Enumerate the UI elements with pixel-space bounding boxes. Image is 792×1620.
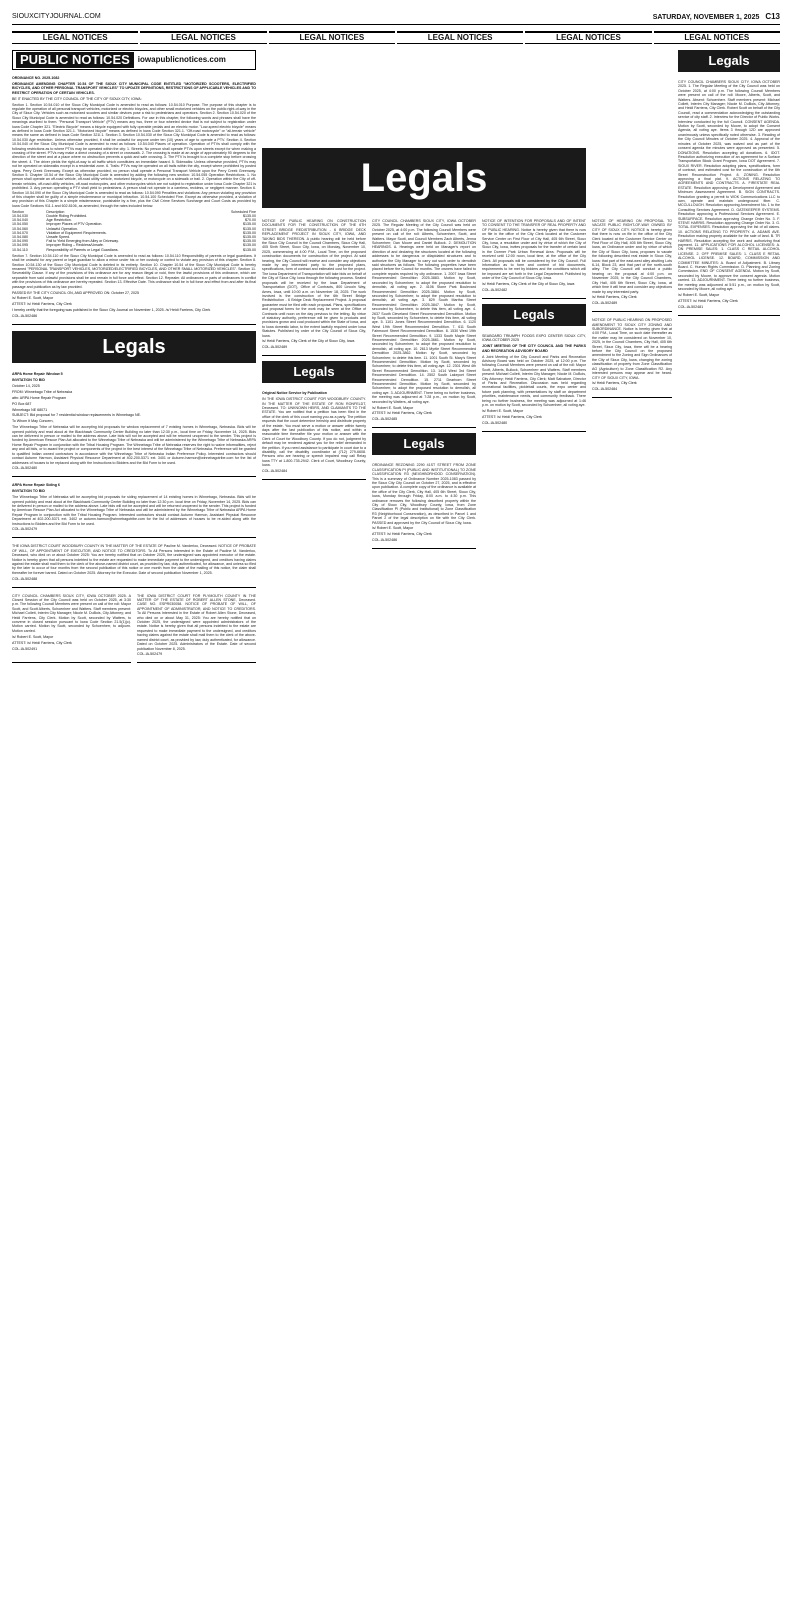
closed-session-notice [12, 591, 131, 664]
schedule-header-description: Description [46, 209, 65, 214]
estate-stone-body: THE IOWA DISTRICT COURT FOR PLYMOUTH COUNTY IN THE MATTER OF THE ESTATE OF ROBERT ALLEN STONE, Deceased. CASE NO. ESPR030058. NOTICE OF PROBATE OF WILL, OF APPOINTMENT OF ADMINISTRATOR, AND NOTICE TO CREDITORS. To All Persons Interested in the Estate of Robert Allen Stone, Deceased, who died on or about May 31, 2025: You are hereby notified that on October 2025, the undersigned were appointed administrators of the estate. Notice is hereby given that all persons indebted to the estate are requested to make immediate payment to the undersigned, and creditors having claims against the estate shall mail them to the clerk of the above-named district court, as provided by law, duly authenticated, for allowance. Dated on October 2025. Administrators of the Estate. Date of second publication November 8, 2025. [137, 593, 256, 651]
schedule-fine: $135.00 [243, 239, 256, 244]
ordinance-subtitle: ORDINANCE AMENDING CHAPTER 10.54 OF THE SIOUX CITY MUNICIPAL CODE ENTITLED "MOTORIZED SCOOTERS, ELECTRIFIED BICYCLES, AND OTHER PERSONAL TRANSPORT VEHICLES" TO UPDATE DEFINITIONS, RESTRICTIONS OF APPLICABLE VEHICLES AND TO RESTRICT OPERATION OF CERTAIN VEHICLES. [12, 81, 256, 95]
parks-signer: /s/ Robert E. Scott, Mayor [482, 409, 524, 413]
schedule-description: Double Riding Prohibited. [46, 213, 88, 218]
arpa-window-subject: SUBJECT: Bid proposal for 7 residential window replacements in Winnebago NE. [12, 413, 142, 418]
closed-session-code: COL-IA-502491 [12, 646, 38, 651]
schedule-section: 10.54.070 [12, 230, 28, 235]
parks-head-1: SEABOARD TRIUMPH FOODS EXPO CENTER SIOUX CITY, IOWA OCTOBER 2025 [482, 334, 586, 343]
schedule-description: Improper Riding – Reckless/Unsafe. [46, 243, 104, 248]
proposal-code: COL-IA-502482 [482, 288, 508, 293]
schedule-fine: $135.00 [243, 226, 256, 231]
vacate-code: COL-IA-502489 [592, 301, 618, 306]
tab-legal-notices-2: LEGAL NOTICES [140, 31, 266, 44]
rezoning-signer: /s/ Robert E. Scott, Mayor [372, 526, 414, 531]
schedule-section: 10.54.030 [12, 213, 28, 218]
schedule-description: Unlawful Operation. [46, 226, 78, 231]
zoning-hearing-code: COL-IA-502484 [592, 387, 618, 392]
demolition-minutes-code: COL-IA-502485 [372, 417, 398, 422]
schedule-section: 10.54.060 [12, 226, 28, 231]
estate-vanderloo-body: THE IOWA DISTRICT COURT WOODBURY COUNTY IN THE MATTER OF THE ESTATE OF Pauline M. Vanderloo, Deceased. NOTICE OF PROBATE OF WILL, OF APPOINTMENT OF EXECUTOR, AND NOTICE TO CREDITORS. To All Persons Interested in the Estate of Pauline M. Vanderloo, Deceased, who died on or about October 2025: You are hereby notified that on October 2025, the undersigned was appointed executor of the estate. Notice is hereby given that all persons indebted to the estate are requested to make immediate payment to the undersigned, and creditors having claims against the estate shall mail them to the clerk of the above-named district court, as provided by law, duly authenticated, for allowance, and unless so filed by the later to occur of four months from the second publication of this notice or one month from the date of the mailing of this notice, the claim shall thereafter be forever barred. Dated on October 2025. Attorney for the Executor. Date of second publication November 1, 2025. [12, 544, 256, 575]
header-rule [12, 24, 780, 25]
tab-legal-notices-4: LEGAL NOTICES [397, 31, 523, 44]
ordinance-signer: /s/ Robert E. Scott, Mayor [12, 296, 54, 301]
schedule-fine: $135.00 [243, 235, 256, 239]
parks-attest: ATTEST: /s/ Heidi Farriens, City Clerk [482, 414, 542, 419]
schedule-header-section: Section [12, 209, 24, 214]
vacate-notice [592, 216, 672, 312]
arpa-siding-notice [12, 480, 256, 538]
parks-code: COL-IA-502480 [482, 420, 508, 425]
arpa-window-notice [12, 369, 256, 477]
ordinance-body-2: Section 7. Section 10.54.110 of the Sioux City Municipal Code is amended to read as follows: 10.54.110 Responsibility of parents or legal guardians. It shall be unlawful for any parent or legal guardian to allow a minor under his or her custody or control to violate any provision of this chapter. Section 8. Section 10.54.130 of the Sioux City Municipal Code is deleted in its entirety. Section 10. Chapter 10.54 of the Sioux City Municipal Code is hereby renamed "PERSONAL TRANSPORT VEHICLES, MOTORIZED/ELECTRIFIED BICYCLES, AND OTHER SMALL MOTORIZED VEHICLES". Section 11. Severability Clause. If any of the provisions of this ordinance are for any reason illegal or void, then the lawful provisions of this ordinance, which are separable from said unlawful provisions shall be and remain in full force and effect. Section 12. Repealer. All ordinances or parts of ordinances in conflict with the provisions of this ordinance are hereby repealed. Section 13. Effective Date. This ordinance shall be in full force and effect from and after its final passage and publication as by law provided. [12, 253, 256, 289]
rezoning-code: COL-IA-502486 [372, 538, 398, 543]
column-3 [372, 216, 476, 1610]
arpa-window-subtitle: INVITATION TO BID [12, 378, 45, 382]
public-notices-url[interactable]: iowapublicnotices.com [137, 54, 226, 64]
bridge-hearing-code: COL-IA-502489 [262, 345, 288, 350]
arpa-window-box: PO Box 687 [12, 401, 32, 406]
fine-schedule-row [12, 248, 256, 252]
schedule-section: 10.54.090 [12, 239, 28, 244]
col1-bottom-row [12, 591, 256, 667]
schedule-section: 10.54.040 [12, 218, 28, 223]
column-6 [678, 50, 780, 1610]
parks-joint-meeting-notice [482, 331, 586, 432]
closed-session-body: CITY COUNCIL CHAMBERS SIOUX CITY, IOWA OCTOBER 2025. A Closed Session of the City Council was held on October 2025, at 3:30 p.m. The following Council Members were present on call of the roll: Mayor Scott, and Scott Alberts, Schoenherr and Watters. Staff members present: Michael Collett, Interim City Manager; Nicole M. DuBois, City Attorney; and Heidi Farriens, City Clerk. Motion by Scott, seconded by Watters, to convene in closed session pursuant to Iowa Code Section 21.5(1)(c). Motion carried. Motion by Scott, seconded by Schoenherr, to adjourn. Motion carried. [12, 593, 131, 633]
section-tabs [12, 31, 780, 44]
regular-meeting-signer: /s/ Robert E. Scott, Mayor [678, 293, 720, 297]
proposal-signer: /s/ Heidi Farriens, City Clerk of the City of Sioux City, Iowa [482, 282, 575, 287]
schedule-section: 10.54.110 [12, 247, 28, 252]
legals-main-banner: Legals [262, 148, 586, 208]
regular-meeting-attest: ATTEST: /s/ Heidi Farriens, City Clerk [678, 298, 738, 303]
ordinance-body: Section 1. Section 10.54.010 of the Sioux City Municipal Code is amended to read as follows: 10.54.010 Purpose. The purpose of this chapter is to regulate the operation of all personal transport vehicles, motorized or electric bicycles, and other small motorized vehicles on the public right-of-way in the City of Sioux City. Vehicles such as motorized scooters and similar devices pose a risk to pedestrians and operators. Section 2. Section 10.54.020 of the Sioux City Municipal Code is amended to read as follows: 10.54.020 Definitions. For use in this chapter, the following words and phrases shall have the meanings ascribed to them. "Personal Transport Vehicle" (PTV) means any two, three or four wheeled device that is not subject to registration under Iowa Code Chapter 321. "Electric Bicycle" means a bicycle equipped with fully operable pedals and an electric motor. "Low-speed electric bicycle" means as defined in Iowa Code Section 321.1. "Motorized bicycle" means as defined in Iowa Code Section 321.1. "Off-road motorcycle" or "all-terrain vehicle" means the same as defined in Iowa Code Section 321I.1. Section 3. Section 10.54.030 of the Sioux City Municipal Code is amended to read as follows: 10.54.030 Age restriction. Unless otherwise provided, it shall be unlawful for anyone under ten (10) years of age to operate a PTV. Section 4. Section 10.54.040 of the Sioux City Municipal Code is amended to read as follows: 10.54.040 Places of operation. Operation of PTVs shall comply with the following restrictions as to where PTVs may be operated within the city: 1. Streets: No person shall operate PTVs upon streets except for when making a crossing of the street. PTVs may make a direct crossing of a street or crosswalk. 2. The crossing is made at an angle of approximately 90 degrees to the direction of the street and at a place where no obstruction prevents a quick and safe crossing. 3. The PTV is brought to a complete stop before crossing the street. 4. The driver yields the right-of-way to all traffic which constitutes an immediate hazard. 5. Sidewalks: Unless otherwise provided, PTVs may not be operated on sidewalks except in a residential zone. 6. Trails: PTVs may be operated on all trails within the city, except where prohibited by posted signs. Perry Creek Greenway. Except as otherwise provided, no person shall operate a Personal Transport Vehicle upon the Perry Creek Greenway. Section 5. Chapter 10.54 of the Sioux City Municipal Code is amended by adding the following new section: 10.54.055 Operation Restrictions. 1. No person shall operate an off-road vehicle, off-road utility vehicle, motorized bicycle, or motorcycle on a sidewalk or trail. 2. Operation within the City of off-terrain vehicles, off-road utility vehicles, off-road motorcycles, and other motorcycles which are not subject to registration under Iowa Code Chapter 321 is prohibited. 3. Any person operating a PTV shall yield to pedestrians. A person shall not operate in a careless, reckless, or negligent manner. Section 6. Section 10.54.090 of the Sioux City Municipal Code is amended to read as follows: 10.54.090 Penalties and violations: Any person violating any provision of this chapter shall be guilty of a simple misdemeanor or municipal infraction. 10.54.100 Scheduled Fine. Except as otherwise provided, a violation of any provision of this Chapter is a simple misdemeanor, punishable by a fine, plus the Civil Crime Services Surcharge and Court Costs as provided by Iowa Code Sections 911.1 and 602.8106, as amended, through the rates included below. [12, 102, 256, 208]
regular-meeting-code: COL-IA-502481 [678, 304, 704, 309]
original-notice-code: COL-IA-502484 [262, 469, 288, 474]
legals-banner-col6: Legals [678, 50, 780, 72]
column-1 [12, 50, 256, 1610]
schedule-fine: $135.00 [243, 213, 256, 218]
public-notices-title: PUBLIC NOTICES [16, 52, 134, 68]
arpa-window-city: Winnebago NE 68071 [12, 407, 48, 412]
original-notice-title: Original Notice Service by Publication [262, 391, 327, 396]
zoning-hearing-signer: /s/ Heidi Farriens, City Clerk [592, 381, 637, 386]
schedule-header-fine: Scheduled Fine [231, 209, 256, 214]
closed-session-signer: /s/ Robert E. Scott, Mayor [12, 634, 54, 639]
original-notice-body: IN THE IOWA DISTRICT COURT FOR WOODBURY COUNTY. IN THE MATTER OF THE ESTATE OF RON RONFELDT, Deceased. TO: UNKNOWN HEIRS, AND CLAIMANTS TO THE ESTATE. You are notified that a petition has been filed in the office of the clerk of this court naming you as a party. The petition requests that the court determine heirship and distribute property of the estate. You must serve a motion or answer within twenty days after the last publication of this notice, and within a reasonable time thereafter file your motion or answer with the Clerk of Court for Woodbury County. If you do not, judgment by default may be rendered against you for the relief demanded in the petition. If you need assistance to participate in court due to a disability, call the disability coordinator at (712) 279-6608. Persons who are hearing or speech impaired may call Relay Iowa TTY at 1-800-735-2942. Clerk of Court, Woodbury County, Iowa. [262, 397, 366, 468]
schedule-description: Responsibility of Parents or Legal Guardians. [46, 247, 119, 252]
arpa-window-code: COL-IA-502480 [12, 466, 38, 471]
ordinance-certify: I hereby certify that the foregoing was published in the Sioux City Journal on November 1, 2025. /s/ Heidi Farriens, City Clerk [12, 308, 211, 313]
vacate-body: NOTICE OF HEARING ON PROPOSAL TO VACATE PUBLIC RIGHT-OF-WAY OWNED BY CITY OF SIOUX CITY. NOTICE is hereby given that there is now on file in the office of the City Clerk located at the Customer Service Center on First Floor of City Hall, 405 6th Street, Sioux City, Iowa, an Ordinance under and by virtue of which the City of Sioux City, Iowa, proposes to vacate the following described real estate in Sioux City, Iowa: that part of the east-west alley abutting Lots 6-14, Block 23, and that part of the north-south alley. The City Council will conduct a public hearing on the proposal at 4:00 p.m. on November 2025, in the City Council Chambers, City Hall, 405 6th Street, Sioux City, Iowa, at which time it will hear and consider any objections made by any interested party. [592, 219, 672, 294]
ordinance-enact: BE IT ENACTED BY THE CITY COUNCIL OF THE CITY OF SIOUX CITY, IOWA: [12, 96, 142, 101]
schedule-fine: $135.00 [243, 247, 256, 252]
estate-vanderloo-code: COL-IA-502488 [12, 576, 38, 581]
vacate-signer: /s/ Heidi Farriens, City Clerk [592, 295, 637, 300]
schedule-fine: $70.00 [245, 218, 256, 223]
public-notices-banner [12, 50, 256, 70]
ordinance-attest: ATTEST: /s/ Heidi Farriens, City Clerk [12, 302, 72, 307]
proposal-body: NOTICE OF INTENTION FOR PROPOSALS AND OF INTENT TO CONSENT TO THE TRANSFER OF REAL PROPERTY AND OF PUBLIC HEARING. Notice is hereby given that there is now on file in the office of the City Clerk located at the Customer Service Center on First Floor of City Hall, 405 6th Street, Sioux City, Iowa, a resolution under and by virtue of which the City of Sioux City, Iowa, invites proposals for the transfer of certain land in the Dormer Park Urban Renewal Area. Proposals will be received until 12:00 noon, local time, at the office of the City Clerk. All proposals will be considered by the City Council. Full information as to form and content of bid documents, requirements to be met by bidders and the conditions which will be imposed are set forth in the Legal Department. Published by order of the City Council of Sioux City, Iowa. [482, 219, 586, 281]
parks-head-2: JOINT MEETING OF THE CITY COUNCIL AND THE PARKS AND RECREATION ADVISORY BOARD [482, 344, 586, 353]
estate-stone-notice [137, 591, 256, 664]
column-2 [262, 216, 366, 1610]
ordinance-notice [12, 73, 256, 325]
issue-date: SATURDAY, NOVEMBER 1, 2025 [652, 13, 760, 21]
regular-meeting-notice [678, 77, 780, 316]
arpa-window-title: ARPA Home Repair Window 5 [12, 372, 63, 377]
schedule-fine: $135.00 [243, 230, 256, 235]
ordinance-code: COL-IA-502486 [12, 314, 38, 319]
fine-schedule-table [12, 210, 256, 252]
arpa-window-body: The Winnebago Tribe of Nebraska will be accepting bid proposals for window replacement of 7 existing homes in Winnebago, Nebraska. Bids will be opened publicly and read aloud at the Blackhawk Community Center Building no later than 12:30 p.m., local time on Friday, November 14, 2025. Bids can be delivered in person or mailed to the address above. Late bids will not be accepted and will be returned unopened to the sender. This project is funded by American Rescue Plan Act allocated to the Winnebago Tribe of Nebraska and will be administered by the Winnebago Tribe of Nebraska ARPA Home Repair Program in conjunction with the Tribal Housing Program. The Winnebago Tribe of Nebraska reserves the right to waive informalities, reject any and all bids, or to award the project or components of the project in the best interest of the Winnebago Tribe of Nebraska. Preference will be granted to qualified Indian owned contractors in accordance with the Winnebago Tribe of Nebraska Indian Preference Policy. Interested contractors should contact Autumn Harmon, Assistant Physical Resource Department at 402-200-5371 ext. 3401 or Autumn.harmon@winnebagotribe.com for the list of addresses of houses to be replaced along with the Instructions to Bidders and the Bid Form to be used. [12, 425, 256, 465]
schedule-fine: $135.00 [243, 243, 256, 248]
site-name[interactable]: SIOUXCITYJOURNAL.COM [12, 12, 101, 20]
tab-legal-notices-3: LEGAL NOTICES [269, 31, 395, 44]
demolition-minutes-signer: /s/ Robert E. Scott, Mayor [372, 405, 414, 410]
legals-banner-col1: Legals [12, 331, 256, 363]
rezoning-notice [372, 460, 476, 549]
legals-banner-col4: Legals [482, 304, 586, 326]
schedule-section: 10.54.050 [12, 222, 28, 227]
page-header [12, 9, 780, 23]
ordinance-title: ORDINANCE NO. 2025-1082 [12, 76, 60, 80]
schedule-description: Violation of Equipment Requirements. [46, 230, 107, 235]
schedule-description: Improper Places of PTV Operation. [46, 222, 103, 227]
arpa-siding-title: ARPA Home Repair Siding 6 [12, 483, 60, 488]
closed-session-attest: ATTEST: /s/ Heidi Farriens, City Clerk [12, 640, 72, 645]
column-4 [482, 216, 586, 1610]
rezoning-attest: ATTEST: /s/ Heidi Farriens, City Clerk [372, 532, 432, 537]
regular-meeting-body: CITY COUNCIL CHAMBERS SIOUX CITY, IOWA OCTOBER 2025. 1. The Regular Meeting of the City Council was held on October 2025, at 4:00 p.m. The following Council Members were present on call of the roll: Moore, Alberts, Scott, and Watters. Absent: Schoenherr. Staff members present: Michael Collett, Interim City Manager; Nicole M. DuBois, City Attorney; and Heidi Farriens, City Clerk. Robert Scott on behalf of the City Council, read a commendation acknowledging the outstanding service of city staff. 2. Interview for the Director of Public Works. Interview conducted by the full Council. CONSENT AGENDA. Motion by Scott, seconded by Moore, to adopt the Consent Agenda, all voting aye. Items 3 through 12D are approved unanimously unless specifically noted otherwise. 3. Reading of the City Council Minutes of October 2025. 4. Approval of the minutes of October 2025, was waived and as part of the consent agenda the minutes were approved as presented. 5. DONATIONS. Resolution accepting all donations. 6. IDOT. Resolution authorizing execution of an agreement for a Surface Transportation Block Grant Program, Iowa DOT Agreement. 7. SIOUX RIVER. Resolution adopting plans, specifications, form of contract, and estimated cost for the construction of the 6th Street Reconstruction Project. 8. ZONING. Resolution approving a final plat. 9. ACTIONS RELATING TO AGREEMENTS AND CONTRACTS. A. FIRESTATE REAL ESTATE. Resolution approving a Development Agreement and Minimum Assessment Agreement. B. SIGN CONTRACTS. Resolution granting a permit to WOK Communications LLC to own, operate and maintain underground fiber. C. MCCULLOUGH. Resolution approving Amendment No. 1 to the Consulting Services Agreement. D. GATEKEEPER SYSTEMS. Resolution approving a Professional Services Agreement. E. SUBSURFACE. Resolution approving Change Order No. 3. F. STEVE HARRIS. Resolution approving Change Order No. 3. G. TOTAL EXPENSES. Resolution approving the list of all claims. 10. ACTIONS RELATING TO PROPERTY. A. ADAMS AVE. Resolution making property available for the sale of land. B. TR HARRIS. Resolution accepting the work and authorizing final payment. 11. APPLICATIONS FOR ALCOHOL LICENSES: A. ON PREMISE SALES: 1. CLASS C RETAIL ALCOHOL LICENSE. 2. OFF PREMISE SALES: 1. CLASS E RETAIL ALCOHOL LICENSE. 12. BOARD, COMMISSION AND COMMITTEE MINUTES: A. Board of Adjustment. B. Library Board. C. Human Rights Commission. D. Planning and Zoning Commission. END OF CONSENT AGENDA. Motion by Scott, seconded by Moore, to approve the consent agenda. Motion carried. 13. ADJOURNMENT. There being no further business, the meeting was adjourned at 5:51 p.m., on motion by Scott, seconded by Moore, all voting aye. [678, 80, 780, 292]
legals-banner-col2: Legals [262, 361, 366, 383]
demolition-minutes-body: CITY COUNCIL CHAMBERS SIOUX CITY, IOWA OCTOBER 2025. The Regular Meeting of the City Council was held on October 2025, at 4:00 p.m. The following Council Members were present on call of the roll: Alberts, Schoenherr, Scott, and Watters. Mayor Scott, and Council Members Zach Alberts, Jenna Schoenherr, Dan Moore and Daniel Bullock. 2. DEMOLITION HEARINGS. A. Hearings were held on Manager's report on direction of and declaring the structures located at the following addresses to be dangerous or dilapidated structures and to authorize the City Manager to carry out such order to demolish said structures as follows. The following properties have been placed before the Council for months. The owners have failed to complete repairs required by city ordinance. 1. 2007 Iowa Street Recommended Demolition 2025-3883. Motion by Scott, seconded by Schoenherr, to adopt the proposed resolution to demolish, all voting aye. 2. 4106 Stone Park Boulevard Recommended Demolition 2025-3884. Motion by Scott, seconded by Schoenherr, to adopt the proposed resolution to demolish, all voting aye. 3. 829 South Martha Street Recommended Demolition 2025-3847. Motion by Scott, seconded by Schoenherr, to delete this item, all voting aye. 4. 2637 South Cleveland Street Recommended Demolition. Motion by Scott, seconded by Schoenherr, to delete this item, all voting aye. 5. 1101 Jones Street Recommended Demolition. 6. 1120 West 19th Street Recommended Demolition. 7. 611 South Fairmount Street Recommended Demolition. 8. 1530 West 19th Street Recommended Demolition. 9. 1333 South Maple Street Recommended Demolition 2025-3661. Motion by Scott, seconded by Schoenherr, to adopt the proposed resolution to demolish, all voting aye. 10. 2613 Myrtle Street Recommended Demolition 2025-3862. Motion by Scott, seconded by Schoenherr, to delete this item. 11. 1001 South St. Mary's Street Recommended Demolition. Motion by Scott, seconded by Schoenherr, to delete this item, all voting aye. 12. 2301 West 4th Street Recommended Demolition. 13. 1414 West 3rd Street Recommended Demolition. 14. 2502 South Lakeport Street Recommended Demolition. 15. 2711 Dearborn Street Recommended Demolition. Motion by Scott, seconded by Schoenherr, to adopt the proposed resolution to demolish, all voting aye. 3. ADJOURNMENT. There being no further business, the meeting was adjourned at 7:28 p.m., on motion by Scott, seconded by Watters, all voting aye. [372, 219, 476, 404]
rezoning-body: ORDINANCE REZONING 2290 41ST STREET FROM ZONE CLASSIFICATION PI (PUBLIC AND INSTITUTIONAL) TO ZONE CLASSIFICATION R3 (NEIGHBORHOOD CONSERVATION). This is a summary of Ordinance Number 2025-1083 passed by the Sioux City City Council on October 27, 2025, and is effective upon publication. A complete copy of the ordinance is available at the office of the City Clerk, City Hall, 405 6th Street, Sioux City, Iowa, Monday through Friday, 8:00 a.m. to 4:30 p.m. This ordinance removes the following described property within the City of Sioux City, Woodbury County, Iowa, from Zone Classification PI (Public and Institutional) to Zone Classification R3 (Neighborhood Conservation), as described in Parcel 1 and Parcel 2 of the legal description on file with the City Clerk. PASSED and approved by the City Council of Sioux City, Iowa. [372, 463, 476, 525]
zoning-hearing-notice [592, 315, 672, 398]
schedule-description: Fail to Yield Emerging from Alley or Driveway. [46, 239, 119, 244]
bridge-hearing-body: NOTICE OF PUBLIC HEARING ON CONSTRUCTION DOCUMENTS FOR THE CONSTRUCTION OF THE 6TH STREET BRIDGE REDISTRIBUTION - 6 BRIDGE DECK REPLACEMENT PROJECT IN SIOUX CITY, IOWA, AND TAKING BIDS THEREON. A public hearing will be held before the Sioux City Council in the Council Chambers, Sioux City Hall, 405 Sixth Street, Sioux City, Iowa, on Monday, November 10, 2025, commencing at 4:00 P.M., Local Time, on the proposed construction documents for construction of the project. At said hearing, the City Council will receive and consider any objections made by any interested party to the proposed plans, specifications, form of contract and estimated cost for the project. The Iowa Department of Transportation will take bids on behalf of the City of Sioux City, Iowa through the following process. Sealed proposals will be received by the Iowa Department of Transportation (DOT), Office of Contracts, 800 Lincoln Way, Ames, Iowa, until 10:00 a.m. on November 18, 2025. The work involved is the construction of the 6th Street Bridge Redistribution - 6 Bridge Deck Replacement Project. A proposal guarantee must be filed with each proposal. Plans, specifications and proposal forms for the work may be seen at the Office of Contracts until noon on the day previous to the letting. By virtue of statutory authority, preference will be given to products and provisions grown and coal produced within the State of Iowa, and to Iowa domestic labor, to the extent lawfully required under Iowa Statutes. Published by order of the City Council of Sioux City, Iowa. [262, 219, 366, 338]
arpa-window-date: October 14, 2025 [12, 383, 40, 388]
parks-body: A Joint Meeting of the City Council and Parks and Recreation Advisory Board was held on October 2025, at 12:00 p.m. The following Council Members were present on call of the roll: Mayor Scott, Alberts, Bullock, Schoenherr and Watters. Staff members present: Michael Collett, Interim City Manager; Nicole M. DuBois, City Attorney; Heidi Farriens, City Clerk; Matt Salvatore, Director of Parks and Recreation. Discussion was held regarding recreational facilities, pickleball courts, the expo center and future park planning, with presentations by staff on department priorities, maintenance needs, and community feedback. There being no further business, the meeting was adjourned at 1:46 p.m. on motion by Scott, seconded by Schoenherr, all voting aye. [482, 354, 586, 408]
arpa-siding-body: The Winnebago Tribe of Nebraska will be accepting bid proposals for siding replacement of 14 existing homes in Winnebago, Nebraska. Bids will be opened publicly and read aloud at the Blackhawk Community Center Building no later than 12:30 p.m. local time on Friday, November 14, 2025. Bids can be delivered in person or mailed to the address above. Late bids will not be accepted and will be returned unopened to the sender. This project is funded by American Rescue Plan Act allocated to the Winnebago Tribe of Nebraska and will be administered by the Winnebago Tribe of Nebraska ARPA Home Repair Program in conjunction with the Tribal Housing Program. Interested contractors should contact Autumn Harmon, Assistant Physical Resource Department at 402-200-5371 ext. 3402 or autumn.harmon@winnebagotribe.com for the list of addresses of houses to be re-sided along with the Instructions to Bidders and the Bid Form to be used. [12, 495, 256, 526]
demolition-minutes-notice [372, 216, 476, 428]
issue-date-group [653, 12, 780, 21]
tab-legal-notices-5: LEGAL NOTICES [525, 31, 651, 44]
column-5 [592, 216, 672, 1610]
arpa-siding-subtitle: INVITATION TO BID [12, 489, 45, 494]
bridge-hearing-notice [262, 216, 366, 356]
estate-vanderloo-notice [12, 541, 256, 587]
tab-legal-notices-1: LEGAL NOTICES [12, 31, 138, 44]
arpa-window-salutation: To Whom It May Concern, [12, 419, 54, 424]
tab-legal-notices-6: LEGAL NOTICES [654, 31, 780, 44]
arpa-window-attn: attn: ARPA Home Repair Program [12, 395, 67, 400]
estate-stone-code: COL-IA-502479 [137, 652, 163, 657]
arpa-window-from: FROM: Winnebago Tribe of Nebraska [12, 389, 73, 394]
bridge-hearing-signer: /s/ Heidi Farriens, City Clerk of the City of Sioux City, Iowa [262, 339, 355, 344]
original-notice [262, 388, 366, 480]
legals-banner-col3: Legals [372, 433, 476, 455]
schedule-section: 10.54.080 [12, 235, 28, 239]
schedule-description: Unsafe Speed. [46, 235, 71, 239]
schedule-fine: $135.00 [243, 222, 256, 227]
arpa-siding-code: COL-IA-502479 [12, 527, 38, 532]
page-number: C13 [765, 11, 780, 21]
schedule-description: Age Restriction. [46, 218, 72, 223]
ordinance-passed: PASSED BY THE CITY COUNCIL ON, AND APPROVED ON: October 27, 2025 [12, 290, 140, 295]
zoning-hearing-body: NOTICE OF PUBLIC HEARING ON PROPOSED AMENDMENT TO SIOUX CITY ZONING AND SUBORDINANCE. Notice is hereby given that at 4:00 P.M., Local Time, on such date thereafter as the matter may be considered on November 10, 2025, in the Council Chambers, City Hall, 405 6th Street, Sioux City, Iowa, there will be a hearing before the City Council on the proposed amendment to the Zoning and Sign Ordinances of the City of Sioux City, Iowa, changing the zoning classification of property from Zone Classification AG (Agriculture) to Zone Classification R2. Any interested persons may appear and be heard. CITY OF SIOUX CITY, IOWA. [592, 318, 672, 380]
demolition-minutes-attest: ATTEST: /s/ Heidi Farriens, City Clerk [372, 411, 432, 416]
proposal-notice [482, 216, 586, 299]
schedule-section: 10.54.095 [12, 243, 28, 248]
